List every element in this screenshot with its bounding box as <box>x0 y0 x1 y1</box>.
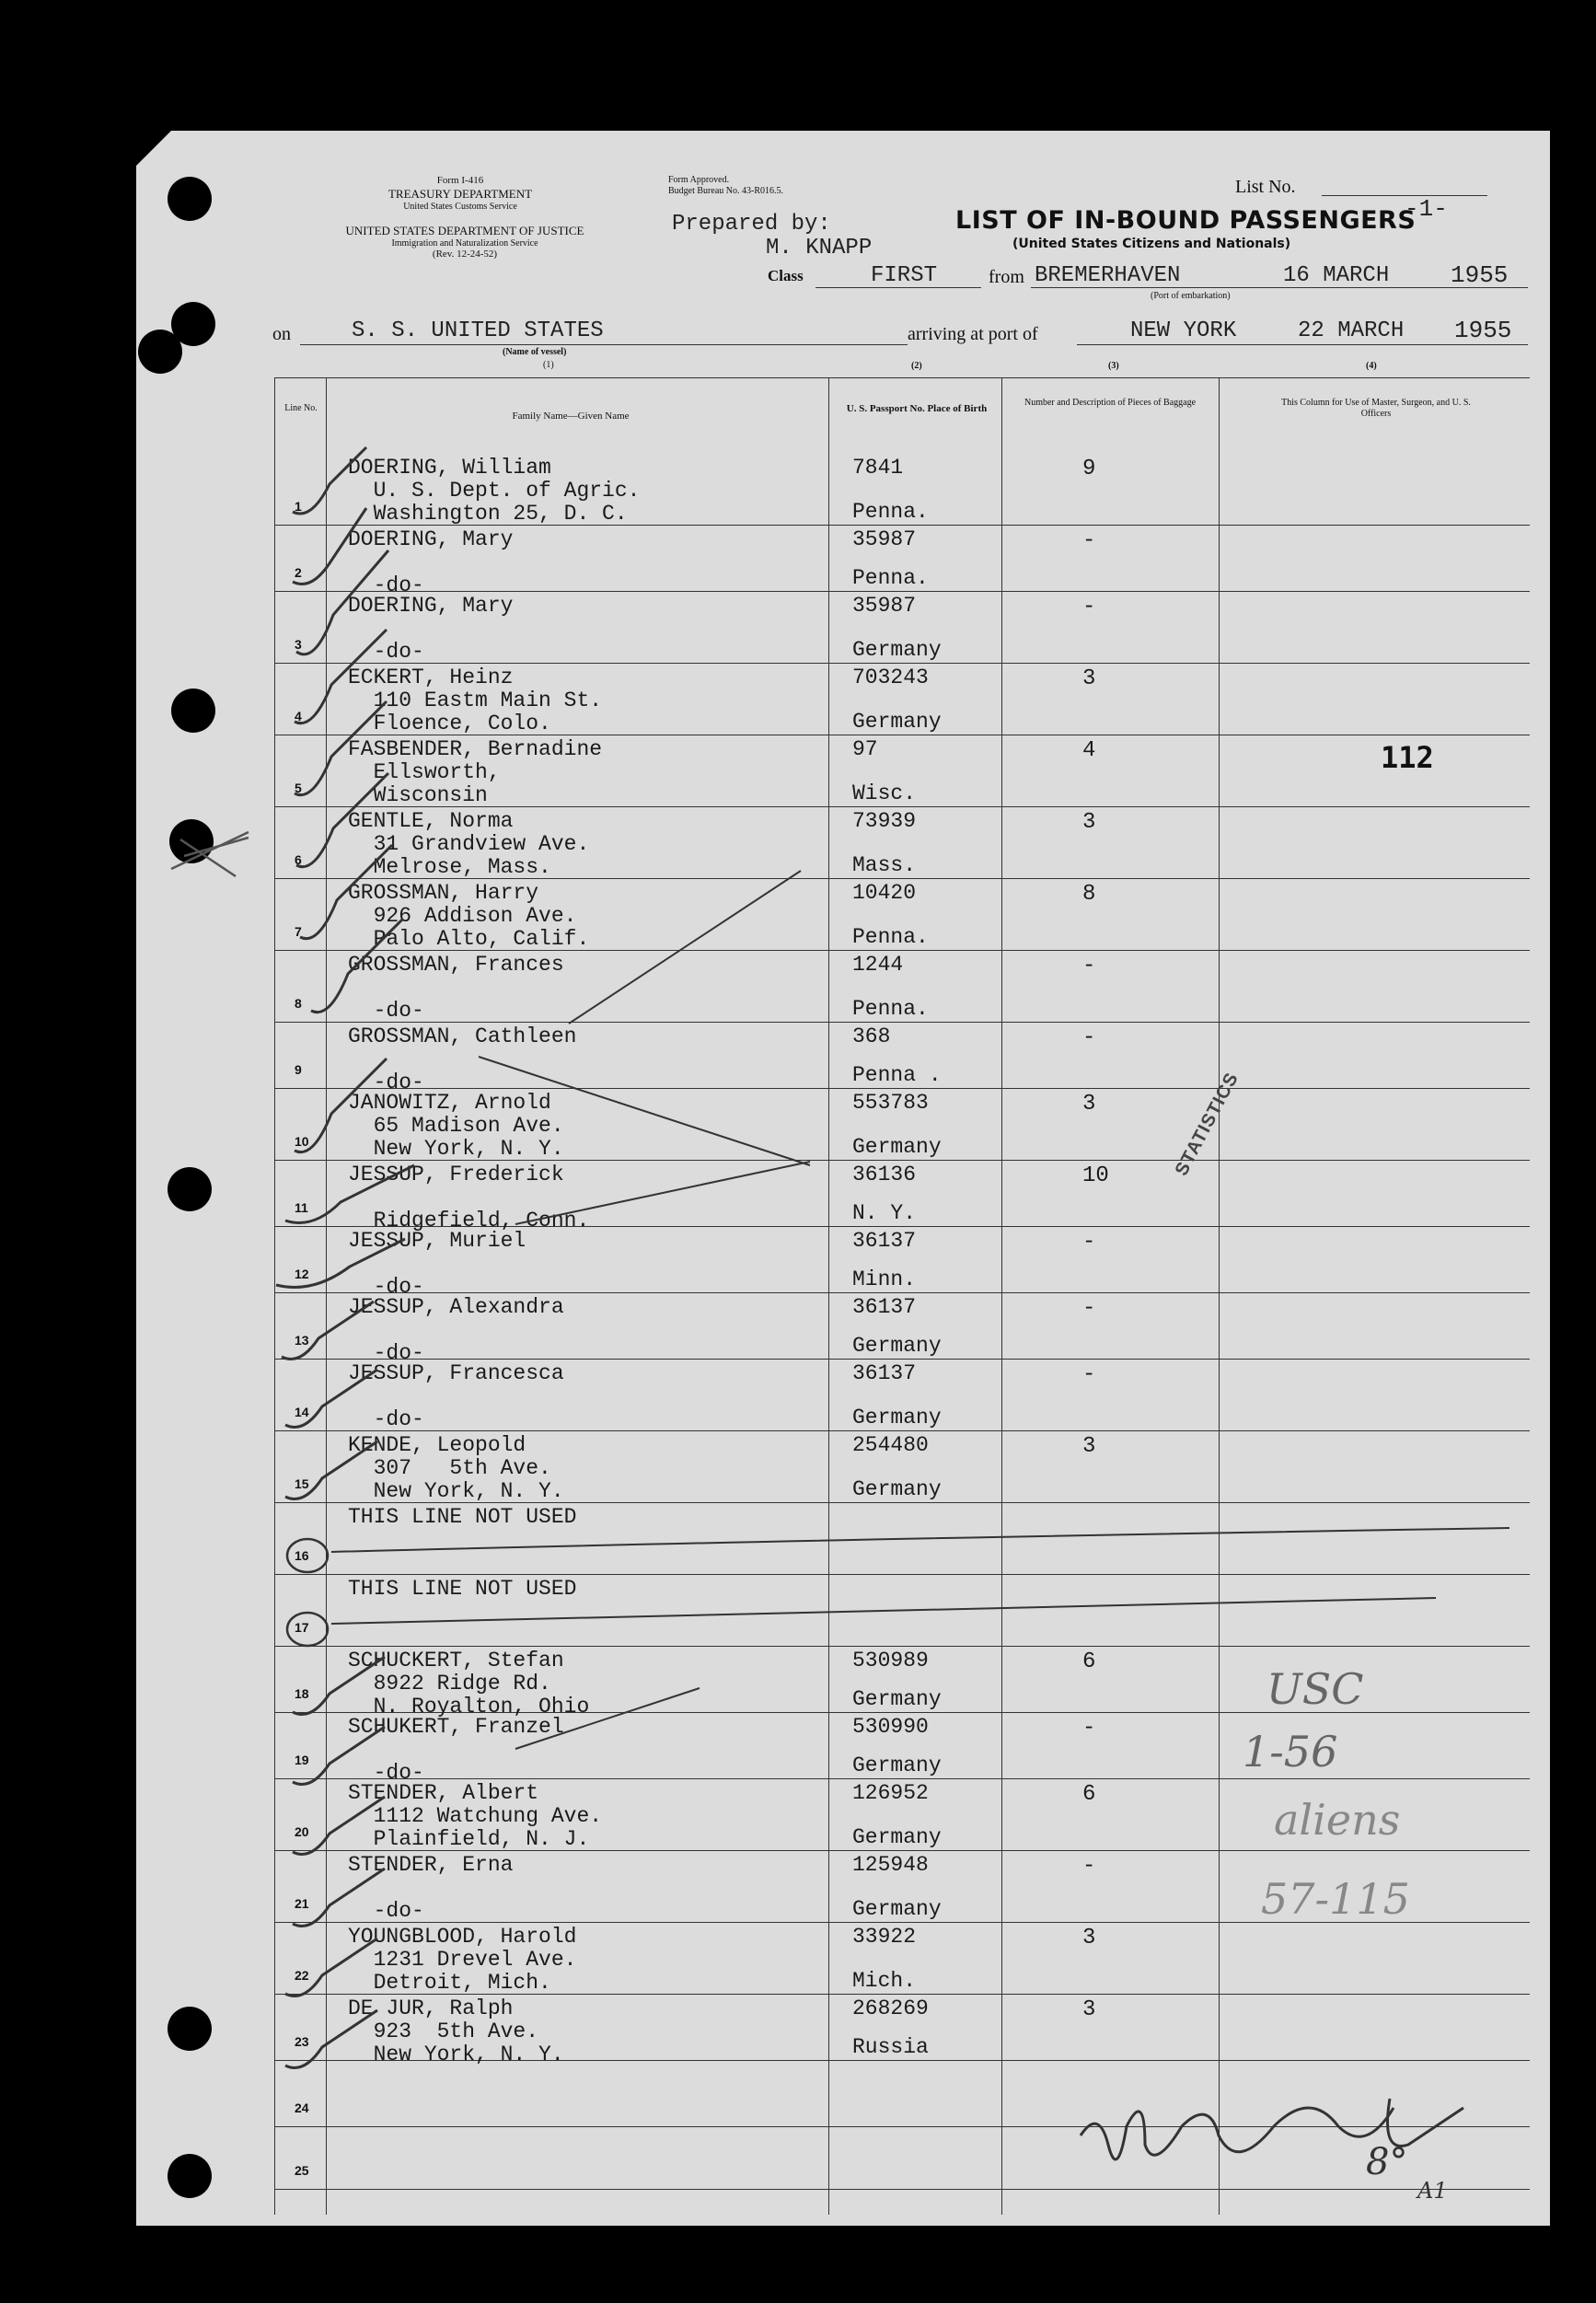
budget-bureau: Budget Bureau No. 43-R016.5. <box>668 186 783 196</box>
table-row-baggage-count: - <box>1082 595 1096 619</box>
binder-hole <box>169 819 214 863</box>
table-row-baggage-count: - <box>1082 1854 1096 1879</box>
table-row-passenger-name: SCHUKERT, Franzel -do- <box>348 1715 564 1785</box>
class-value: FIRST <box>871 263 938 288</box>
justice-dept: UNITED STATES DEPARTMENT OF JUSTICE <box>345 224 584 237</box>
binder-hole <box>138 330 182 374</box>
ins-service: Immigration and Naturalization Service <box>391 238 538 249</box>
table-row-passport-number: 125948 <box>852 1853 929 1877</box>
table-row-passenger-name: THIS LINE NOT USED <box>348 1505 577 1529</box>
table-top-border <box>274 377 1530 378</box>
table-row-passenger-name: JESSUP, Francesca -do- <box>348 1361 564 1431</box>
table-row-passenger-name: DOERING, Mary -do- <box>348 594 514 664</box>
table-row-divider <box>274 1574 1530 1575</box>
binder-hole <box>168 177 212 221</box>
table-row-baggage-count: - <box>1082 1716 1096 1741</box>
table-row-passport-number: 35987 <box>852 594 917 618</box>
from-port: BREMERHAVEN <box>1035 263 1181 288</box>
table-row-place-of-birth: Mass. <box>852 853 917 877</box>
table-row-place-of-birth: Germany <box>852 638 942 662</box>
arrival-date: 22 MARCH <box>1298 318 1405 343</box>
table-row-place-of-birth: Germany <box>852 1334 942 1358</box>
handwritten-usc: USC <box>1266 1664 1364 1714</box>
table-row-baggage-count: - <box>1082 1296 1096 1321</box>
table-row-passport-number: 530990 <box>852 1715 929 1739</box>
table-row-line-number: 4 <box>295 709 302 723</box>
list-no-value: -1- <box>1405 195 1448 223</box>
table-row-baggage-count: 9 <box>1082 457 1096 481</box>
binder-hole <box>168 2007 212 2051</box>
arriving-label: arriving at port of <box>908 324 1038 344</box>
column-3-number: (3) <box>1108 361 1119 371</box>
table-row-line-number: 13 <box>295 1333 309 1348</box>
table-row-place-of-birth: Germany <box>852 1406 942 1429</box>
form-title: LIST OF IN-BOUND PASSENGERS <box>955 206 1417 235</box>
port-embarkation-note: (Port of embarkation) <box>1151 291 1231 301</box>
binder-hole <box>171 689 215 733</box>
table-row-line-number: 23 <box>295 2034 309 2049</box>
table-row-baggage-count: 3 <box>1082 666 1096 691</box>
table-row-baggage-count: 8 <box>1082 882 1096 907</box>
table-row-baggage-count: 3 <box>1082 1997 1096 2022</box>
table-row-place-of-birth: Penna. <box>852 997 929 1021</box>
table-row-line-number: 14 <box>295 1405 309 1419</box>
header-name: Family Name—Given Name <box>512 411 630 422</box>
table-row-place-of-birth: Germany <box>852 1753 942 1777</box>
table-row-line-number: 19 <box>295 1753 309 1767</box>
column-divider-name <box>828 377 829 2215</box>
table-row-line-number: 25 <box>295 2163 309 2178</box>
treasury-dept: TREASURY DEPARTMENT <box>387 187 533 201</box>
table-row-baggage-count: - <box>1082 1362 1096 1387</box>
arrival-port: NEW YORK <box>1130 318 1237 343</box>
table-left-border <box>274 377 275 2215</box>
table-row-line-number: 5 <box>295 781 302 795</box>
class-label: Class <box>768 267 804 284</box>
table-row-baggage-count: 3 <box>1082 1092 1096 1117</box>
table-row-passenger-name: SCHUCKERT, Stefan 8922 Ridge Rd. N. Royalton, Ohio <box>348 1649 590 1719</box>
column-4-number: (4) <box>1366 361 1377 371</box>
header-baggage: Number and Description of Pieces of Baggage <box>1024 398 1197 408</box>
table-row-place-of-birth: Germany <box>852 1825 942 1849</box>
table-row-line-number: 10 <box>295 1134 309 1149</box>
table-row-passport-number: 73939 <box>852 809 917 833</box>
table-row-passenger-name: ECKERT, Heinz 110 Eastm Main St. Floence, Colo. <box>348 665 603 735</box>
table-row-passenger-name: STENDER, Albert 1112 Watchung Ave. Plainfield, N. J. <box>348 1781 603 1851</box>
table-row-passport-number: 553783 <box>852 1091 929 1115</box>
table-row-passport-number: 126952 <box>852 1781 929 1805</box>
table-row-baggage-count: 3 <box>1082 1926 1096 1950</box>
table-row-baggage-count: 4 <box>1082 738 1096 763</box>
handwritten-mark-2: A1 <box>1417 2178 1448 2204</box>
prepared-by-name: M. KNAPP <box>766 236 873 260</box>
table-row-place-of-birth: Minn. <box>852 1267 917 1291</box>
list-no-label: List No. <box>1235 177 1296 197</box>
table-row-passenger-name: GROSSMAN, Cathleen -do- <box>348 1024 577 1094</box>
table-row-line-number: 20 <box>295 1824 309 1839</box>
table-row-place-of-birth: Germany <box>852 1897 942 1921</box>
table-row-passport-number: 268269 <box>852 1996 929 2020</box>
customs-service: United States Customs Service <box>403 202 517 212</box>
from-label: from <box>989 267 1024 287</box>
form-number: Form I-416 <box>436 175 484 186</box>
table-row-baggage-count: - <box>1082 1230 1096 1255</box>
column-divider-line-no <box>326 377 327 2215</box>
table-row-passenger-name: JANOWITZ, Arnold 65 Madison Ave. New York, N. Y. <box>348 1091 564 1161</box>
arrival-year: 1955 <box>1454 317 1512 344</box>
handwritten-range-1: 1-56 <box>1243 1727 1338 1776</box>
vessel-column-number: (1) <box>543 360 554 370</box>
vessel-underline <box>300 344 908 345</box>
table-row-passport-number: 368 <box>852 1024 891 1048</box>
column-divider-passport <box>1001 377 1002 2215</box>
table-row-line-number: 6 <box>295 852 302 867</box>
table-row-baggage-count: 6 <box>1082 1649 1096 1674</box>
table-row-divider <box>274 2126 1530 2127</box>
table-row-line-number: 12 <box>295 1267 309 1281</box>
arrival-underline <box>1077 344 1528 345</box>
table-row-passenger-name: JESSUP, Muriel -do- <box>348 1229 526 1299</box>
on-label: on <box>272 324 291 344</box>
table-row-passenger-name: YOUNGBLOOD, Harold 1231 Drevel Ave. Detroit, Mich. <box>348 1925 577 1995</box>
revision: (Rev. 12-24-52) <box>432 249 498 260</box>
table-row-line-number: 9 <box>295 1062 302 1077</box>
table-row-passport-number: 35987 <box>852 527 917 551</box>
table-row-passport-number: 97 <box>852 737 878 761</box>
table-row-line-number: 3 <box>295 637 302 652</box>
table-row-baggage-count: - <box>1082 1025 1096 1050</box>
handwritten-mark: 8° <box>1366 2141 1408 2183</box>
table-row-baggage-count: - <box>1082 954 1096 978</box>
table-row-passenger-name: DE JUR, Ralph 923 5th Ave. New York, N. Y. <box>348 1996 564 2066</box>
table-row-passenger-name: JESSUP, Frederick Ridgefield, Conn. <box>348 1163 590 1233</box>
table-row-passenger-name: GENTLE, Norma 31 Grandview Ave. Melrose, Mass. <box>348 809 590 879</box>
handwritten-range-2: 57-115 <box>1261 1874 1410 1924</box>
table-row-baggage-count: 3 <box>1082 810 1096 835</box>
table-row-place-of-birth: Russia <box>852 2035 929 2059</box>
table-row-place-of-birth: Germany <box>852 1687 942 1711</box>
table-row-passport-number: 7841 <box>852 456 904 480</box>
statistics-stamp: STATISTICS <box>1171 1069 1243 1180</box>
table-row-place-of-birth: Penna. <box>852 500 929 524</box>
form-subtitle: (United States Citizens and Nationals) <box>1012 237 1291 251</box>
table-row-place-of-birth: Penna. <box>852 925 929 949</box>
table-row-line-number: 7 <box>295 924 302 939</box>
table-row-passenger-name: STENDER, Erna -do- <box>348 1853 514 1923</box>
table-row-passenger-name: FASBENDER, Bernadine Ellsworth, Wisconsin <box>348 737 603 807</box>
binder-hole <box>168 2154 212 2198</box>
table-row-passport-number: 703243 <box>852 665 929 689</box>
table-row-place-of-birth: Mich. <box>852 1969 917 1993</box>
table-row-place-of-birth: Penna. <box>852 566 929 590</box>
table-row-passport-number: 36136 <box>852 1163 917 1186</box>
table-row-line-number: 18 <box>295 1686 309 1701</box>
table-row-line-number: 1 <box>295 499 302 514</box>
table-row-line-number: 2 <box>295 565 302 580</box>
vessel-note: (Name of vessel) <box>503 347 567 357</box>
column-divider-baggage <box>1219 377 1220 2215</box>
table-row-passenger-name: KENDE, Leopold 307 5th Ave. New York, N. Y. <box>348 1433 564 1503</box>
vessel-name: S. S. UNITED STATES <box>352 318 604 343</box>
table-row-passport-number: 36137 <box>852 1295 917 1319</box>
table-row-baggage-count: - <box>1082 528 1096 553</box>
table-row-line-number: 15 <box>295 1476 309 1491</box>
table-row-line-number: 24 <box>295 2100 309 2115</box>
table-row-passport-number: 530989 <box>852 1649 929 1672</box>
table-row-place-of-birth: Germany <box>852 710 942 734</box>
table-row-passport-number: 10420 <box>852 881 917 905</box>
table-row-divider <box>274 1646 1530 1647</box>
table-row-passport-number: 36137 <box>852 1229 917 1253</box>
binder-hole <box>168 1167 212 1211</box>
header-passport: U. S. Passport No. Place of Birth <box>846 403 988 414</box>
table-row-line-number: 17 <box>295 1620 309 1635</box>
table-row-passenger-name: DOERING, William U. S. Dept. of Agric. Washington 25, D. C. <box>348 456 641 526</box>
table-row-baggage-count: 3 <box>1082 1434 1096 1459</box>
table-row-passenger-name: GROSSMAN, Frances -do- <box>348 953 564 1023</box>
table-row-place-of-birth: N. Y. <box>852 1201 917 1225</box>
column-2-number: (2) <box>911 361 922 371</box>
table-row-line-number: 16 <box>295 1548 309 1563</box>
table-row-place-of-birth: Germany <box>852 1477 942 1501</box>
prepared-by-label: Prepared by: <box>672 212 831 237</box>
table-row-line-number: 22 <box>295 1968 309 1983</box>
header-line-no: Line No. <box>284 403 318 413</box>
table-row-baggage-count: 10 <box>1082 1163 1109 1188</box>
form-approved: Form Approved. <box>668 175 730 185</box>
officer-count: 112 <box>1381 740 1434 775</box>
handwritten-aliens: aliens <box>1274 1795 1401 1845</box>
table-row-place-of-birth: Germany <box>852 1135 942 1159</box>
table-row-place-of-birth: Penna . <box>852 1063 942 1087</box>
table-row-line-number: 8 <box>295 996 302 1011</box>
from-year: 1955 <box>1451 261 1509 289</box>
table-row-passport-number: 1244 <box>852 953 904 977</box>
table-row-divider <box>274 2189 1530 2190</box>
table-row-line-number: 21 <box>295 1896 309 1911</box>
table-row-passenger-name: DOERING, Mary -do- <box>348 527 514 597</box>
table-row-baggage-count: 6 <box>1082 1782 1096 1807</box>
table-row-passport-number: 254480 <box>852 1433 929 1457</box>
table-row-passport-number: 36137 <box>852 1361 917 1385</box>
table-row-passenger-name: THIS LINE NOT USED <box>348 1577 577 1601</box>
header-officers: This Column for Use of Master, Surgeon, and U. S. Officers <box>1281 398 1471 419</box>
table-row-passport-number: 33922 <box>852 1925 917 1949</box>
table-row-passenger-name: GROSSMAN, Harry 926 Addison Ave. Palo Alto, Calif. <box>348 881 590 951</box>
table-row-place-of-birth: Wisc. <box>852 781 917 805</box>
table-row-line-number: 11 <box>295 1200 308 1215</box>
table-row-passenger-name: JESSUP, Alexandra -do- <box>348 1295 564 1365</box>
from-date: 16 MARCH <box>1283 263 1390 288</box>
